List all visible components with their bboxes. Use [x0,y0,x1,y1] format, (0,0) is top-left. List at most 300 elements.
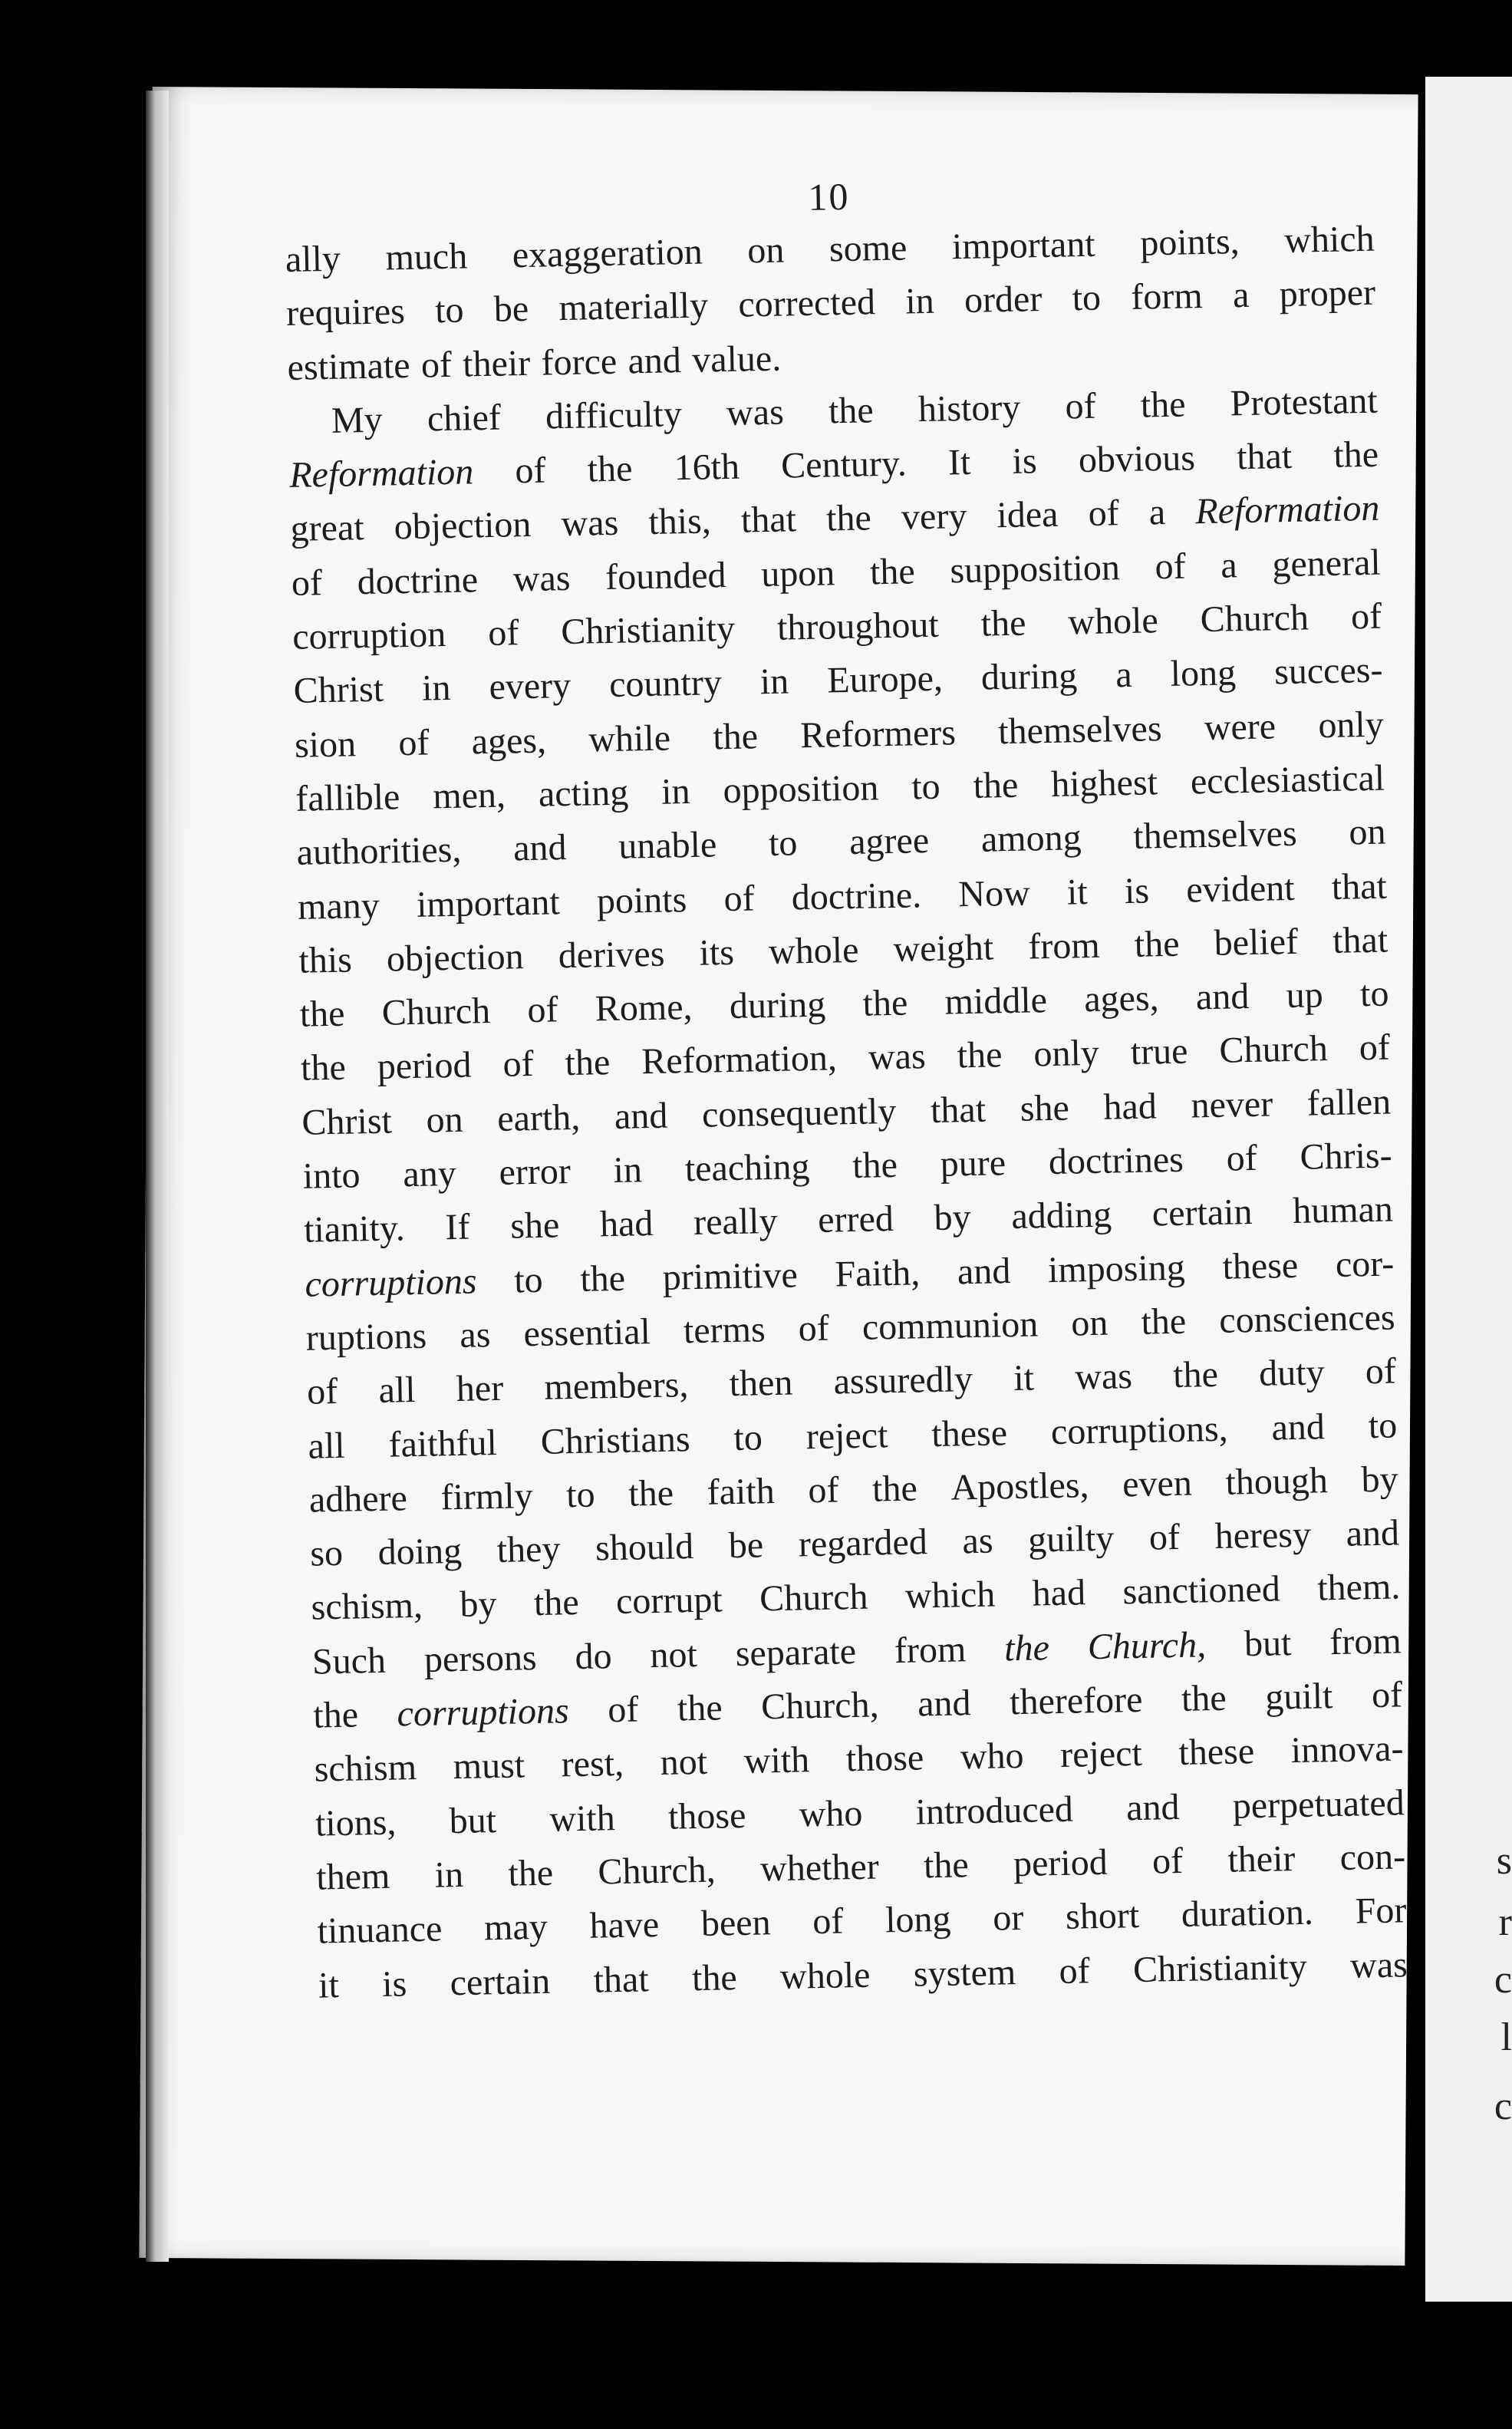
word: force [541,341,618,384]
word: of [812,1900,844,1943]
word: doctrine. [791,874,922,918]
word: history [917,387,1021,430]
word: of [1059,1949,1091,1992]
word: who [799,1792,863,1835]
word: and [1125,1786,1181,1828]
word: doing [377,1531,463,1574]
word: exaggeration [512,231,703,276]
word: idea [996,494,1059,536]
word: Europe, [826,658,944,701]
word: erred [817,1198,894,1241]
word: that [1331,865,1388,908]
word: the [825,497,872,539]
word: of [1148,1517,1181,1558]
word: of [1350,595,1382,638]
word: the [852,1144,898,1187]
word: may [483,1907,548,1949]
word: Church [1200,597,1309,641]
word: difficulty [545,393,683,437]
word: middle [944,980,1048,1023]
word: was [868,1036,927,1079]
word: not [649,1633,698,1676]
word: this [298,939,353,981]
word: its [699,931,735,974]
word: Such [311,1640,387,1683]
word: general [1271,542,1382,585]
facing-page-letter: r [1498,1900,1512,1944]
word: of [291,562,323,604]
word: these [1222,1244,1299,1287]
word: she [1020,1087,1070,1129]
word: corruption [292,614,446,658]
word: ally [285,238,341,280]
word: which [904,1574,996,1617]
word: the [507,1852,554,1894]
word: Church [759,1577,868,1620]
word: Now [957,872,1031,915]
word: to [1359,973,1389,1015]
word: and [1346,1512,1400,1554]
word: Christianity [560,608,736,653]
word: and [957,1250,1011,1293]
page-text-block [284,163,1408,2013]
word: the [957,1034,1003,1076]
word: to [434,289,465,331]
word: in [759,661,789,703]
word: error [499,1151,572,1193]
word: of [607,1689,639,1731]
word: agree [848,820,930,863]
word: of [723,877,756,919]
word: important [416,881,561,925]
word: ruptions [305,1315,427,1359]
word: by [459,1584,497,1626]
word: the [1134,923,1181,965]
word: derives [558,933,665,977]
word: corrected [737,282,876,325]
word: guilt [1264,1676,1333,1718]
word: to [1368,1404,1398,1446]
word: human [1292,1188,1394,1232]
word: adhere [308,1478,408,1521]
word: Century. [780,443,908,486]
word: to [1072,277,1102,319]
word: Church [381,990,491,1033]
word: doctrines [1048,1139,1184,1183]
word: the [828,390,875,432]
word: even [1122,1462,1193,1505]
facing-page-edge [1425,77,1512,2302]
word: that [740,499,797,542]
word: certain [1151,1191,1253,1234]
word: Reformation [1194,488,1380,532]
word: heresy [1214,1514,1312,1557]
word: materially [558,285,709,329]
word: requires [285,291,406,335]
word: to [565,1474,596,1516]
word: true [1130,1031,1188,1073]
word: of [1155,545,1187,588]
word: points, [1139,221,1240,264]
word: that [593,1958,650,2001]
word: this, [647,500,712,543]
word: the [862,982,908,1024]
word: whole [1067,600,1159,643]
word: points [596,878,687,921]
word: tianity. [303,1208,406,1251]
word: the [628,1472,674,1514]
word: any [402,1152,457,1195]
word: and [512,827,567,869]
word: the [587,448,633,490]
word: in [613,1149,643,1191]
word: and [628,339,682,382]
word: period [377,1044,472,1088]
word: that [1236,436,1293,478]
facing-page-letter: s [1496,1839,1512,1883]
word: therefore [1009,1679,1143,1723]
word: it [1013,1357,1035,1399]
word: sion [294,723,357,766]
word: of [1065,385,1097,427]
word: never [1191,1083,1273,1126]
word: Reformation [288,451,474,496]
word: a [1148,492,1166,533]
word: was [1074,1356,1133,1398]
word: assuredly [833,1359,973,1402]
word: men, [432,774,506,817]
word: long [884,1898,952,1941]
word: acting [538,772,629,815]
word: which [1283,218,1375,261]
word: proper [1279,272,1376,315]
word: regarded [798,1521,928,1565]
word: is [1012,440,1038,483]
word: schism, [311,1585,423,1629]
word: a [1232,275,1250,316]
word: while [588,717,671,760]
word: some [828,227,908,270]
word: Christianity [1132,1946,1308,1990]
word: Church, [760,1684,880,1728]
word: reject [1059,1733,1143,1776]
word: innova- [1290,1728,1404,1771]
word: only [1033,1033,1100,1075]
word: them [315,1855,390,1898]
word: short [1065,1895,1140,1938]
word: of [1226,1137,1258,1179]
word: the [1332,433,1379,476]
word: in [434,1854,464,1896]
word: schism [314,1747,417,1790]
word: who [960,1735,1025,1778]
word: guilty [1027,1518,1115,1561]
word: authorities, [296,829,462,874]
word: objection [386,936,525,980]
word: whole [779,1954,871,1997]
word: persons [423,1636,538,1680]
word: into [302,1155,361,1197]
paragraph-lines [285,213,1408,2013]
word: unable [618,824,717,868]
word: perpetuated [1232,1781,1405,1827]
word: many [297,885,380,928]
word: it [318,1964,340,2006]
word: really [693,1201,778,1244]
word: their [462,342,531,385]
word: fallible [295,776,400,819]
word: as [459,1314,491,1356]
word: themselves [1132,813,1298,858]
word: a [1115,654,1133,696]
word: had [1032,1572,1086,1615]
word: of [487,612,519,654]
word: was [726,391,785,433]
word: to [733,1416,763,1458]
word: on [1348,811,1386,853]
word: the [1140,384,1186,426]
word: the [1141,1300,1187,1343]
word: communion [861,1303,1039,1348]
word: is [381,1963,407,2005]
word: the [533,1582,580,1624]
word: by [1361,1458,1399,1501]
word: evident [1185,867,1296,911]
word: consequently [701,1090,897,1135]
word: during [980,655,1078,699]
word: Christians [540,1418,690,1462]
word: the [565,1042,611,1084]
word: and [917,1683,972,1725]
word: the [300,1047,347,1089]
word: among [980,817,1082,860]
word: the [869,551,916,593]
page-gutter-shadow [146,91,169,2262]
word: is [1124,870,1150,911]
word: highest [1050,762,1158,805]
word: throughout [776,604,940,648]
word: by [934,1197,972,1239]
word: introduced [915,1788,1074,1833]
word: corruptions [397,1690,570,1735]
word: fallen [1306,1081,1392,1124]
word: themselves [997,707,1162,752]
word: obvious [1078,437,1196,481]
word: Christ [293,669,384,712]
word: objection [394,504,532,548]
word: primitive [662,1254,799,1298]
word: but [449,1799,497,1841]
word: Chris- [1300,1135,1393,1178]
word: then [729,1362,793,1405]
word: these [931,1412,1008,1455]
word: Protestant [1230,380,1379,424]
word: It [947,442,971,483]
word: the [312,1694,359,1736]
word: her [456,1368,504,1410]
word: doctrine [357,559,479,603]
word: the [1181,1677,1227,1719]
word: were [1204,705,1276,748]
word: Church, [597,1849,716,1893]
word: supposition [949,546,1121,592]
word: to [911,766,941,808]
word: on [1070,1302,1108,1344]
word: from [1329,1620,1402,1663]
word: corrupt [615,1579,723,1623]
word: in [421,667,451,710]
facing-page-letter: c [1494,1958,1512,2002]
word: from [1027,924,1101,967]
word: been [700,1902,772,1945]
word: not [660,1742,708,1784]
word: all [308,1425,346,1467]
word: the [923,1844,970,1887]
word: reject [805,1414,888,1457]
word: it [1066,871,1089,913]
word: a [1220,545,1238,586]
word: sanctioned [1122,1568,1281,1613]
word: belief [1214,921,1299,964]
word: period [1013,1841,1108,1885]
word: only [1317,704,1385,746]
word: opposition [723,767,879,812]
word: was [512,557,571,600]
word: adding [1010,1194,1112,1238]
word: Church, [1087,1623,1207,1667]
word: their [1227,1838,1296,1880]
word: so [309,1532,344,1574]
word: weight [893,927,994,970]
word: be [728,1524,764,1567]
word: as [962,1520,993,1562]
word: the [691,1956,738,1999]
word: of [1151,1840,1184,1882]
word: the [980,602,1026,644]
word: separate [735,1630,857,1674]
word: the [299,993,345,1035]
word: important [951,223,1096,268]
word: ages, [1083,977,1160,1020]
word: the [712,715,759,758]
word: or [992,1897,1024,1939]
word: system [913,1951,1016,1995]
word: teaching [684,1146,810,1190]
word: the [871,1468,918,1510]
word: they [496,1528,561,1571]
word: had [1102,1086,1158,1128]
word: country [608,662,723,706]
word: 16th [674,446,740,489]
word: value. [691,338,782,381]
word: she [509,1205,560,1247]
word: of [526,989,558,1031]
word: If [444,1206,470,1248]
word: all [378,1369,417,1412]
word: had [599,1203,654,1245]
word: succes- [1273,649,1383,693]
word: ages, [471,720,547,763]
word: of [306,1371,338,1412]
word: be [493,288,529,331]
word: that [1332,919,1388,961]
word: and [1195,976,1250,1018]
word: up [1286,974,1324,1017]
word: whole [768,929,859,972]
word: was [1349,1943,1408,1986]
word: cor- [1335,1243,1395,1285]
word: estimate [287,344,411,388]
word: have [589,1904,660,1946]
word: certain [450,1960,551,2003]
word: of [514,450,546,492]
word: of [502,1043,535,1086]
word: every [489,665,572,708]
word: that [930,1089,987,1131]
word: tions, [315,1801,397,1844]
word: tinuance [317,1908,443,1952]
word: Apostles, [950,1464,1089,1508]
word: faith [707,1470,776,1513]
word: to [768,822,798,865]
word: of [1359,1027,1391,1069]
word: firmly [440,1475,534,1518]
word: order [964,278,1043,321]
word: on [426,1099,464,1141]
word: of [1371,1674,1403,1716]
word: and [614,1095,668,1137]
word: consciences [1218,1297,1396,1341]
word: imposing [1047,1247,1186,1290]
word: of [1088,493,1120,535]
word: should [595,1526,694,1569]
word: founded [604,554,726,598]
word: those [845,1737,924,1780]
word: long [1170,652,1237,695]
word: upon [760,552,835,595]
word: Christ [301,1100,393,1143]
word: the [677,1687,723,1729]
word: duration. [1181,1891,1314,1936]
word: these [1178,1731,1255,1774]
word: was [561,503,619,545]
word: pure [940,1142,1006,1185]
word: members, [543,1364,689,1409]
word: them. [1316,1566,1401,1609]
page-number: 10 [807,174,850,219]
word: much [385,236,468,278]
word: faithful [388,1422,498,1465]
word: duty [1258,1352,1326,1395]
word: rest, [561,1743,624,1785]
word: very [901,496,967,539]
word: For [1355,1890,1407,1932]
word: with [743,1739,810,1782]
word: My [331,399,384,441]
word: from [894,1629,967,1671]
word: of [798,1307,830,1350]
facing-page-letter: c [1494,2085,1512,2128]
word: the [579,1257,626,1300]
word: those [667,1795,746,1837]
word: ecclesiastical [1190,757,1385,803]
word: Church [1219,1028,1329,1072]
word: Reformation, [641,1037,838,1083]
word: the [1003,1626,1050,1669]
word: the [973,764,1019,806]
word: but [1244,1622,1292,1665]
word: must [453,1745,525,1788]
